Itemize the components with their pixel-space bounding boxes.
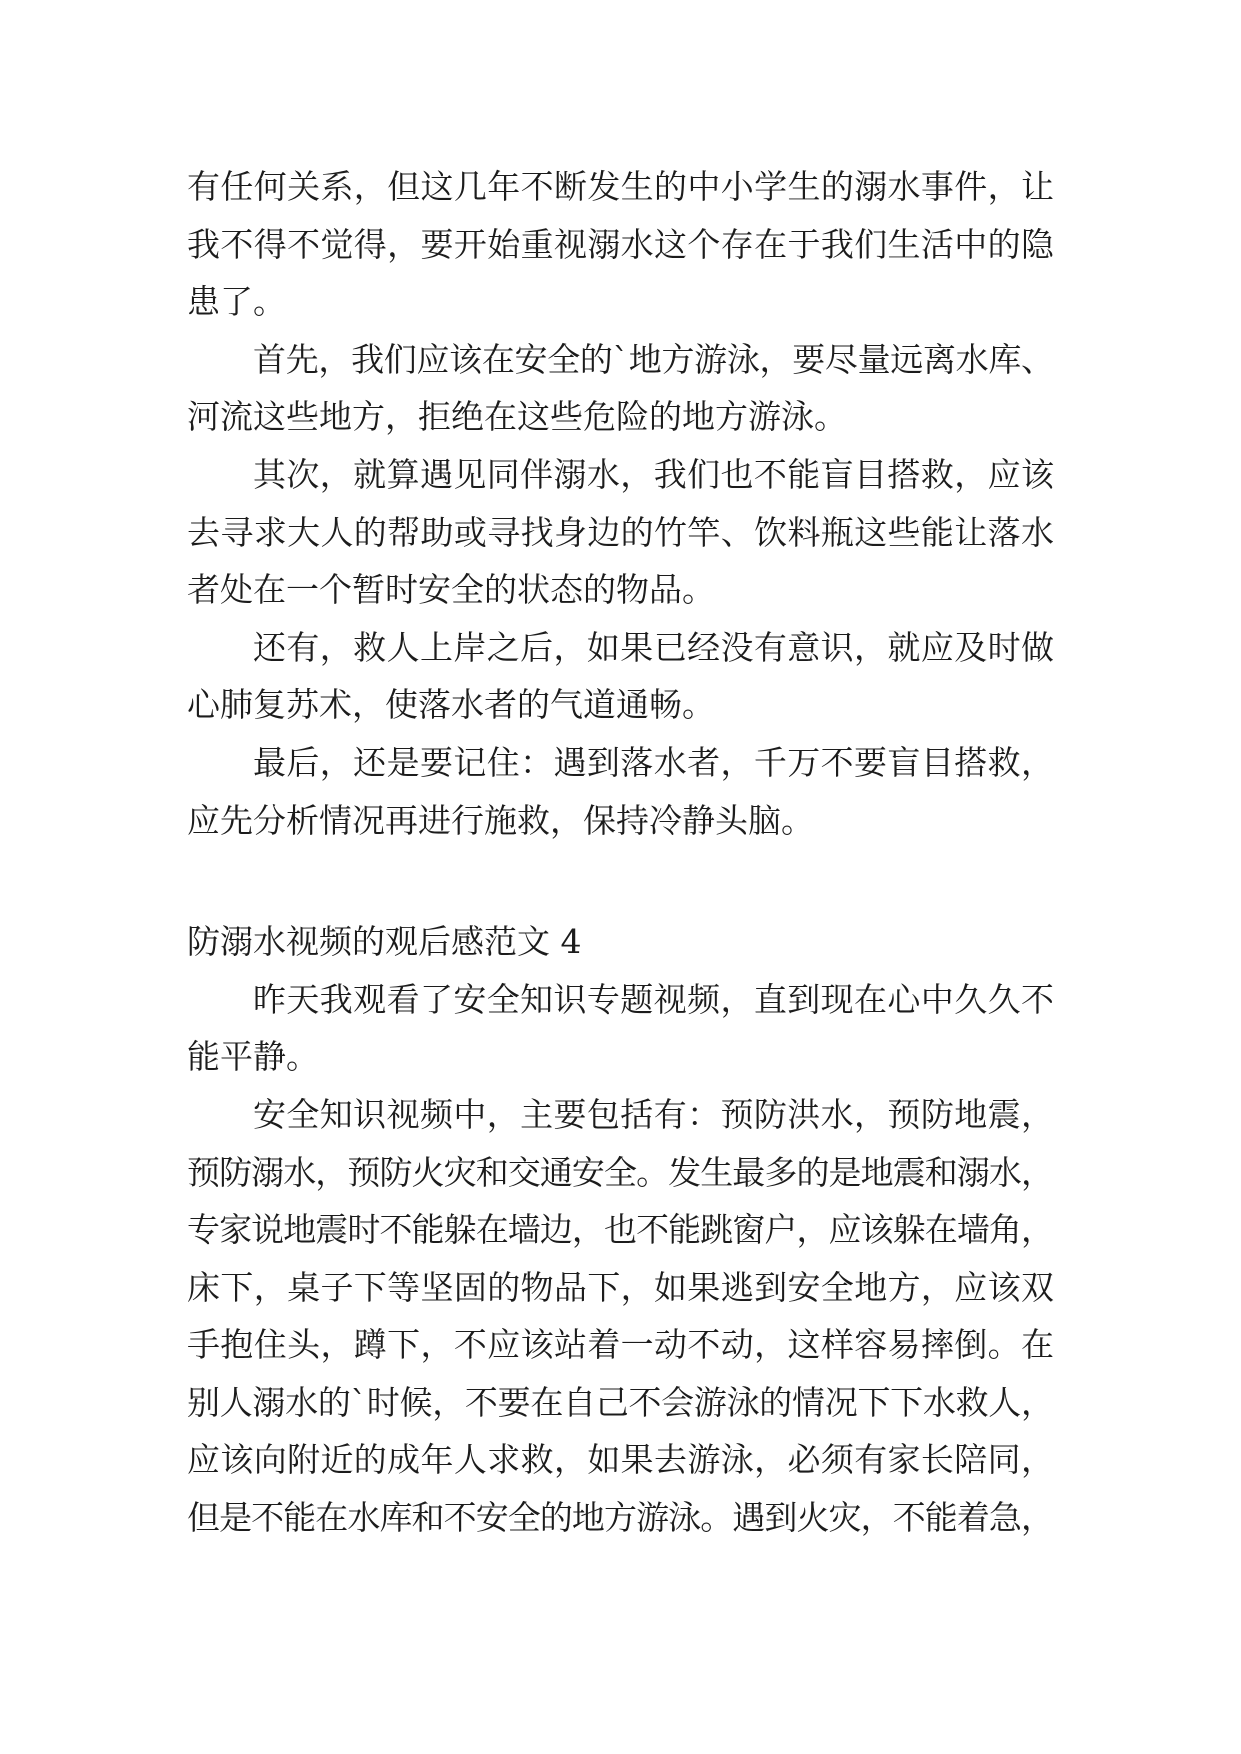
text-line: 最后，还是要记住：遇到落水者，千万不要盲目搭救， — [253, 742, 1055, 782]
paragraph — [187, 158, 1054, 331]
text-line: 专家说地震时不能躲在墙边，也不能跳窗户，应该躲在墙角， — [187, 1210, 1054, 1250]
text-line: 预防溺水，预防火灾和交通安全。发生最多的是地震和溺水， — [187, 1152, 1054, 1192]
text-line: 昨天我观看了安全知识专题视频，直到现在心中久久不 — [253, 979, 1055, 1019]
paragraph — [187, 1086, 1054, 1547]
text-line: 能平静。 — [187, 1037, 319, 1077]
section-title: 防溺水视频的观后感范文 4 — [187, 922, 582, 962]
text-line: 应先分析情况再进行施救，保持冷静头脑。 — [187, 800, 814, 840]
text-line: 心肺复苏术，使落水者的气道通畅。 — [187, 685, 715, 725]
text-line: 其次，就算遇见同伴溺水，我们也不能盲目搭救，应该 — [253, 454, 1055, 494]
blank-line — [187, 849, 1054, 913]
text-line: 手抱住头，蹲下，不应该站着一动不动，这样容易摔倒。在 — [187, 1325, 1055, 1365]
text-line: 应该向附近的成年人求救，如果去游泳，必须有家长陪同， — [187, 1440, 1055, 1480]
text-line: 首先，我们应该在安全的`地方游泳，要尽量远离水库、 — [253, 339, 1054, 379]
paragraph — [187, 446, 1054, 619]
text-line: 还有，救人上岸之后，如果已经没有意识，就应及时做 — [253, 627, 1055, 667]
text-line: 河流这些地方，拒绝在这些危险的地方游泳。 — [187, 397, 847, 437]
paragraph — [187, 971, 1054, 1086]
paragraph — [187, 331, 1054, 446]
text-line: 者处在一个暂时安全的状态的物品。 — [187, 570, 715, 610]
paragraph — [187, 619, 1054, 734]
text-line: 我不得不觉得，要开始重视溺水这个存在于我们生活中的隐 — [187, 224, 1055, 264]
text-line: 有任何关系，但这几年不断发生的中小学生的溺水事件，让 — [187, 167, 1055, 206]
text-line: 去寻求大人的帮助或寻找身边的竹竿、饮料瓶这些能让落水 — [187, 512, 1055, 552]
text-line: 但是不能在水库和不安全的地方游泳。遇到火灾，不能着急， — [187, 1498, 1054, 1538]
text-line: 患了。 — [187, 282, 286, 322]
paragraph — [187, 734, 1054, 849]
text-line: 别人溺水的`时候，不要在自己不会游泳的情况下下水救人， — [187, 1382, 1054, 1422]
document-body — [187, 158, 1054, 1547]
text-line: 床下，桌子下等坚固的物品下，如果逃到安全地方，应该双 — [187, 1267, 1055, 1307]
text-line: 安全知识视频中，主要包括有：预防洪水，预防地震， — [253, 1094, 1055, 1134]
